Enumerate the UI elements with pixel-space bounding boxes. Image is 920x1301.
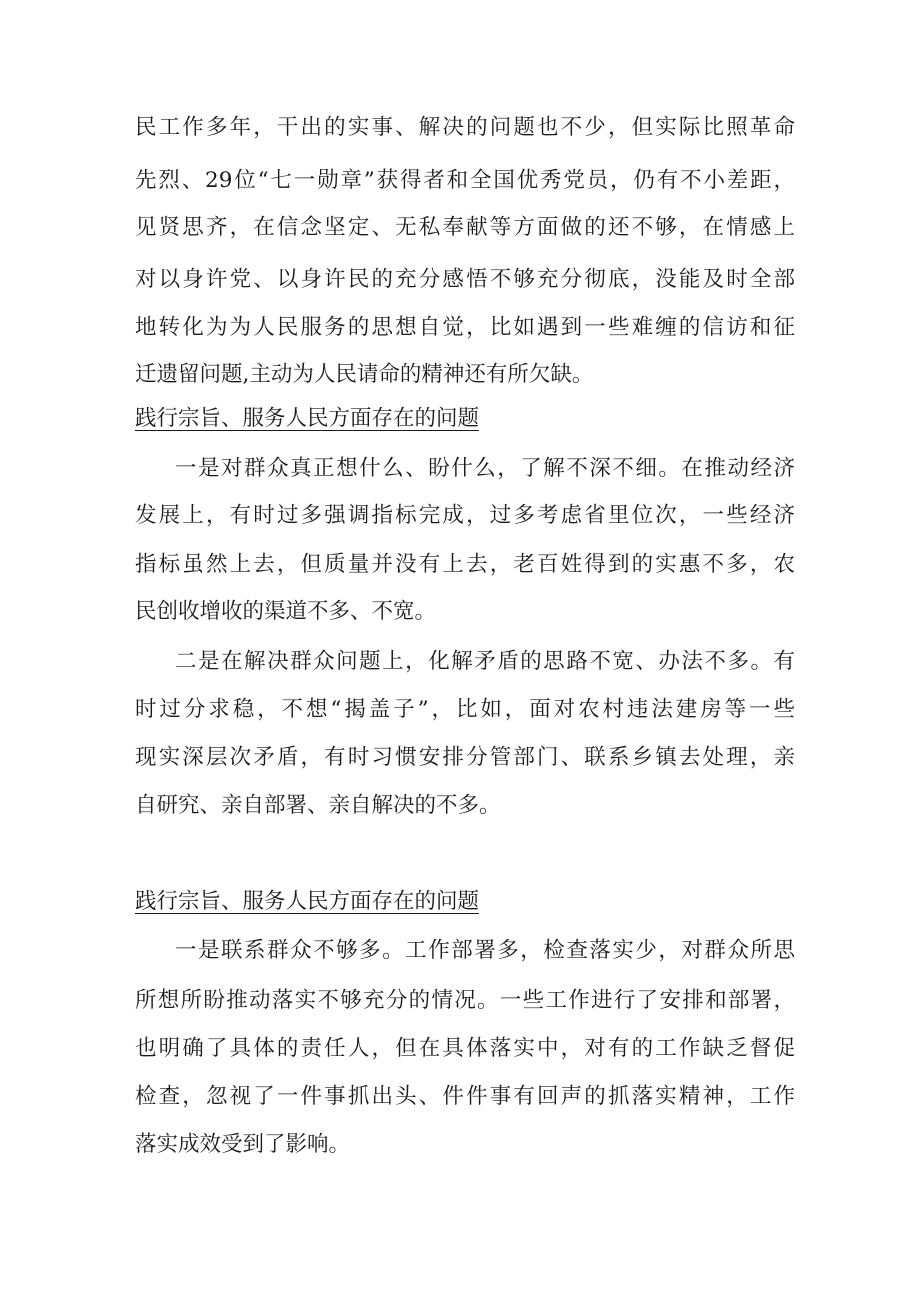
paragraph-line: 检查，忽视了一件事抓出头、件件事有回声的抓落实精神，工作 <box>135 1084 795 1109</box>
paragraph-line: 发展上，有时过多强调指标完成，过多考虑省里位次，一些经济 <box>135 503 795 528</box>
section-heading: 践行宗旨、服务人民方面存在的问题 <box>135 406 480 431</box>
paragraph-line: 也明确了具体的责任人，但在具体落实中，对有的工作缺乏督促 <box>135 1036 795 1061</box>
paragraph-line: 民工作多年，干出的实事、解决的问题也不少，但实际比照革命 <box>135 115 795 140</box>
paragraph-line: 一是联系群众不够多。工作部署多，检查落实少，对群众所思 <box>175 938 795 963</box>
paragraph-line: 对以身许党、以身许民的充分感悟不够充分彻底，没能及时全部 <box>135 267 795 292</box>
paragraph-line: 见贤思齐，在信念坚定、无私奉献等方面做的还不够，在情感上 <box>135 215 795 240</box>
paragraph-line: 所想所盼推动落实不够充分的情况。一些工作进行了安排和部署， <box>135 988 795 1013</box>
paragraph-line: 地转化为为人民服务的思想自觉，比如遇到一些难缠的信访和征 <box>135 315 795 340</box>
paragraph-line: 自研究、亲自部署、亲自解决的不多。 <box>135 793 501 818</box>
paragraph-line: 现实深层次矛盾，有时习惯安排分管部门、联系乡镇去处理，亲 <box>135 745 795 770</box>
paragraph-line: 民创收增收的渠道不多、不宽。 <box>135 599 437 624</box>
paragraph-line: 迁遗留问题,主动为人民请命的精神还有所欠缺。 <box>135 362 594 387</box>
paragraph-line: 落实成效受到了影响。 <box>135 1132 351 1157</box>
paragraph-line: 时过分求稳，不想“揭盖子”，比如，面对农村违法建房等一些 <box>135 697 795 722</box>
section-heading: 践行宗旨、服务人民方面存在的问题 <box>135 889 480 914</box>
paragraph-line: 二是在解决群众问题上，化解矛盾的思路不宽、办法不多。有 <box>175 649 795 674</box>
paragraph-line: 一是对群众真正想什么、盼什么，了解不深不细。在推动经济 <box>175 456 795 481</box>
paragraph-line: 指标虽然上去，但质量并没有上去，老百姓得到的实惠不多，农 <box>135 552 795 577</box>
paragraph-line: 先烈、29位“七一勋章”获得者和全国优秀党员，仍有不小差距， <box>135 168 795 193</box>
